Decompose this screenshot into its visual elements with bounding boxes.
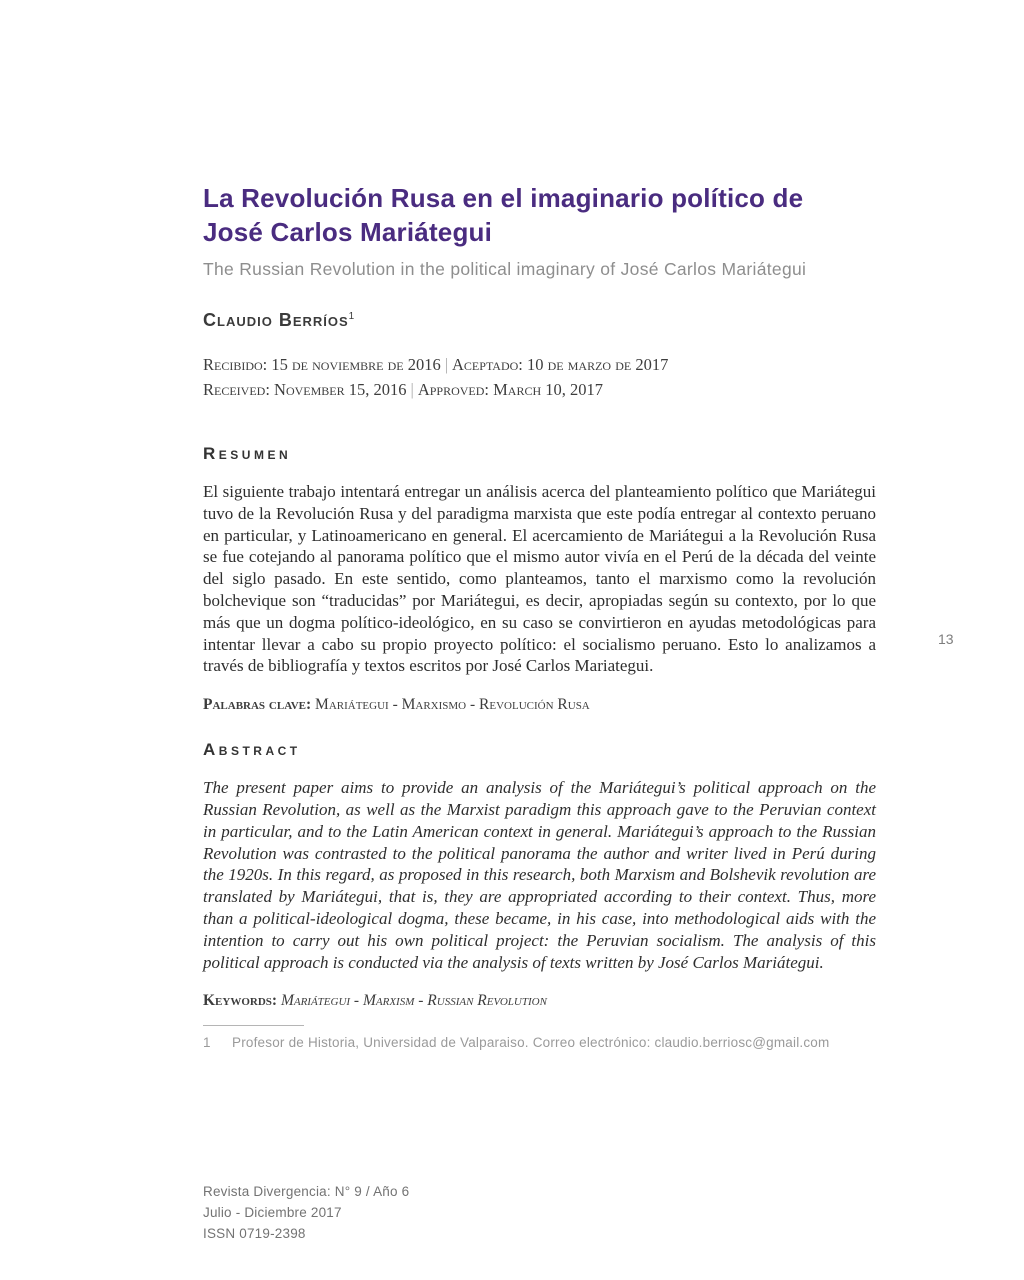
article-subtitle-english: The Russian Revolution in the political imaginary of José Carlos Mariátegui: [203, 259, 807, 279]
footnote: [203, 1035, 876, 1050]
footer-journal-issue: Revista Divergencia: N° 9 / Año 6: [203, 1184, 410, 1199]
page-number: 13: [938, 631, 954, 647]
abstract-body: The present paper aims to provide an analysis of the Mariátegui’s political approach on the Russian Revolution, as well as the Marxist paradigm this approach gave to the Peruvian context in particular, and to the Latin American context in general. Mariátegui’s approach to the Russian Revolution was contrasted to the political panorama the author and writer lived in Perú during the 1920s. In this regard, as proposed in this research, both Marxism and Bolshevik revolution are translated by Mariátegui, that is, they are appropriated according to their context. Thus, more than a political-ideological dogma, these became, in his case, into methodological aids with the intention to carry out his own political project: the Peruvian socialism. The analysis of this political approach is conducted via the analysis of texts written by José Carlos Mariátegui.: [203, 778, 876, 972]
dates-separator: |: [410, 380, 414, 399]
footnote-number: 1: [203, 1035, 211, 1051]
article-content-column: [203, 181, 876, 1050]
footer-issn: ISSN 0719-2398: [203, 1226, 306, 1241]
received-date-es: Recibido: 15 de noviembre de 2016: [203, 355, 441, 374]
submission-dates: [203, 352, 876, 402]
keywords-label: Keywords:: [203, 992, 278, 1010]
resumen-heading: Resumen: [203, 444, 292, 463]
keywords-value: Mariátegui - Marxism - Russian Revolution: [280, 992, 547, 1010]
author-name: Claudio Berríos: [203, 310, 349, 330]
article-title: La Revolución Rusa en el imaginario político de José Carlos Mariátegui: [203, 183, 804, 247]
dates-english: [203, 377, 876, 402]
palabras-clave-value: Mariátegui - Marxismo - Revolución Rusa: [315, 696, 590, 714]
footer-period: Julio - Diciembre 2017: [203, 1205, 342, 1220]
approved-date-en: Approved: March 10, 2017: [417, 380, 604, 399]
author-line: [203, 310, 876, 331]
accepted-date-es: Aceptado: 10 de marzo de 2017: [452, 355, 669, 374]
author-footnote-ref: 1: [348, 311, 356, 322]
abstract-heading: Abstract: [203, 740, 301, 760]
journal-footer: [203, 1181, 409, 1244]
palabras-clave-label: Palabras clave:: [203, 696, 312, 714]
footnote-divider: [203, 1025, 304, 1026]
dates-separator: |: [444, 355, 449, 374]
resumen-body: El siguiente trabajo intentará entregar un análisis acerca del planteamiento político que Mariátegui tuvo de la Revolución Rusa y del paradigma marxista que este podía entregar al contexto peruano en particular, y Latinoamericano en general. El acercamiento de Mariátegui a la Revolución Rusa se fue cotejando al panorama político que el mismo autor vivía en el Perú de la década del veinte del siglo pasado. En este sentido, como planteamos, tanto el marxismo como la revolución bolchevique son “traducidas” por Mariátegui, es decir, apropiadas según su contexto, por lo que más que un dogma político-ideológico, en su caso se convirtieron en ayudas metodológicas para intentar llevar a cabo su propio proyecto político: el socialismo peruano. Esto lo analizamos a través de bibliografía y textos escritos por José Carlos Mariategui.: [203, 482, 876, 676]
received-date-en: Received: November 15, 2016: [203, 380, 407, 399]
dates-spanish: [203, 352, 876, 377]
palabras-clave-line: [203, 696, 876, 714]
footnote-text: Profesor de Historia, Universidad de Valparaiso. Correo electrónico: claudio.berriosc@gmail.com: [232, 1035, 830, 1051]
keywords-line: [203, 992, 876, 1010]
